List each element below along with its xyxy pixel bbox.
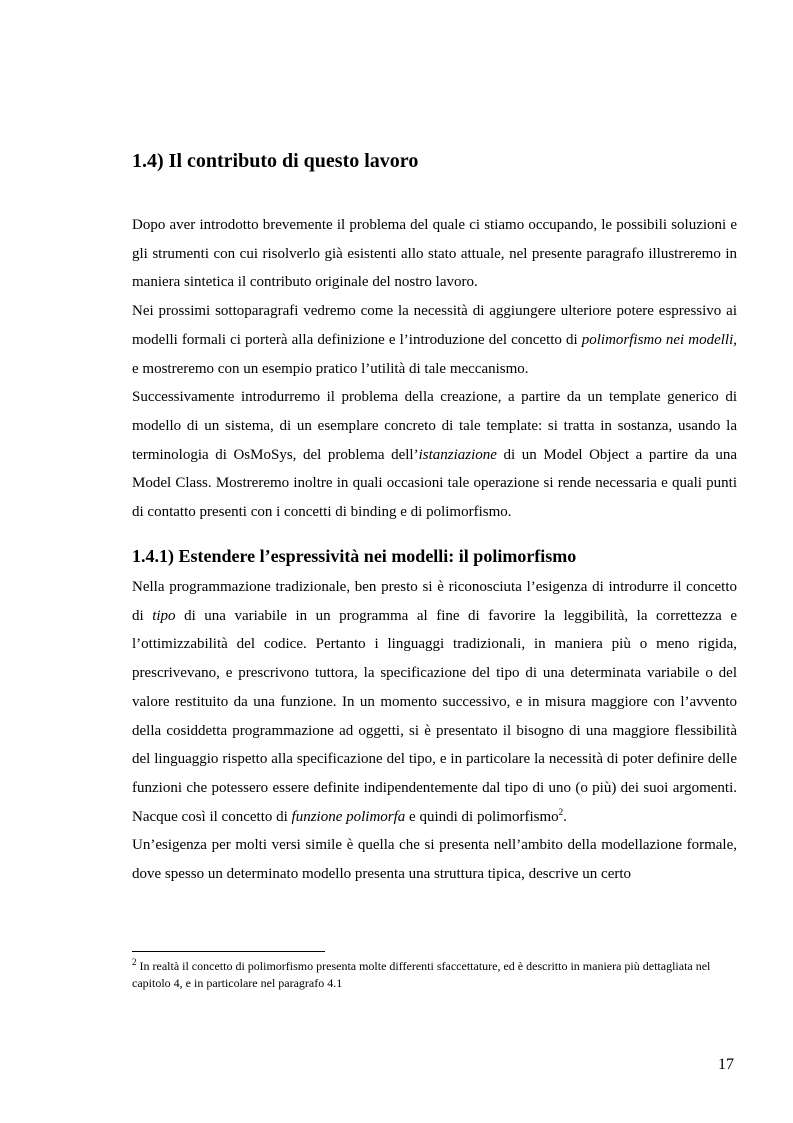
paragraph: Dopo aver introdotto brevemente il problema del quale ci stiamo occupando, le possibili soluzioni e gli strumenti con cui risolverlo già esistenti allo stato attuale, nel presente paragrafo illustreremo in maniera sintetica il contributo originale del nostro lavoro. [132,217,737,291]
subsection-body [132,573,737,889]
footnote-reference[interactable]: 2 [558,806,564,817]
italic-term: tipo [152,607,176,624]
italic-term: istanziazione [418,446,497,463]
section-body [132,211,737,527]
paragraph: Successivamente introdurremo il problema della creazione, a partire da un template generico di modello di un sistema, di un esemplare concreto di tale template: si tratta in sostanza, usando la terminologia di OsMoSys, del problema dell’istanziazione di un Model Object a partire da una Model Class. Mostreremo inoltre in quali occasioni tale operazione si rende necessaria e quali punti di contatto presenti con i concetti di binding e di polimorfismo. [132,389,737,521]
page-number: 17 [718,1056,734,1073]
italic-term: funzione polimorfa [291,808,406,825]
paragraph: Un’esigenza per molti versi simile è quella che si presenta nell’ambito della modellazione formale, dove spesso un determinato modello presenta una struttura tipica, descrive un certo [132,837,737,883]
footnote-text: In realtà il concetto di polimorfismo presenta molte differenti sfaccettature, ed è descritto in maniera più dettagliata nel capitolo 4, e in particolare nel paragrafo 4.1 [132,959,711,990]
paragraph: Nella programmazione tradizionale, ben presto si è riconosciuta l’esigenza di introdurre il concetto di tipo di una variabile in un programma al fine di favorire la leggibilità, la correttezza e l’ottimizzabilità del codice. Pertanto i linguaggi tradizionali, in maniera più o meno rigida, prescrivevano, e prescrivono tuttora, la specificazione del tipo di una determinata variabile o del valore restituito da una funzione. In un momento successivo, e in misura maggiore con l’avvento della cosiddetta programmazione ad oggetti, si è presentato il bisogno di una maggiore flessibilità del linguaggio rispetto alla specificazione del tipo, e in particolare la necessità di poter definire delle funzioni che potessero essere definite indipendentemente dal tipo di uno (o più) dei suoi argomenti. Nacque così il concetto di funzione polimorfa e quindi di polimorfismo$^2$. [132,579,737,825]
footnote [132,958,732,992]
paragraph: Nei prossimi sottoparagrafi vedremo come la necessità di aggiungere ulteriore potere espressivo ai modelli formali ci porterà alla definizione e l’introduzione del concetto di polimorfismo nei modelli, e mostreremo con un esempio pratico l’utilità di tale meccanismo. [132,303,737,377]
section-heading: 1.4) Il contributo di questo lavoro [132,150,419,172]
footnote-mark: 2 [132,957,137,967]
subsection-heading: 1.4.1) Estendere l’espressività nei modelli: il polimorfismo [132,546,577,566]
footnote-divider [132,951,325,952]
italic-term: polimorfismo nei modelli [581,331,734,348]
